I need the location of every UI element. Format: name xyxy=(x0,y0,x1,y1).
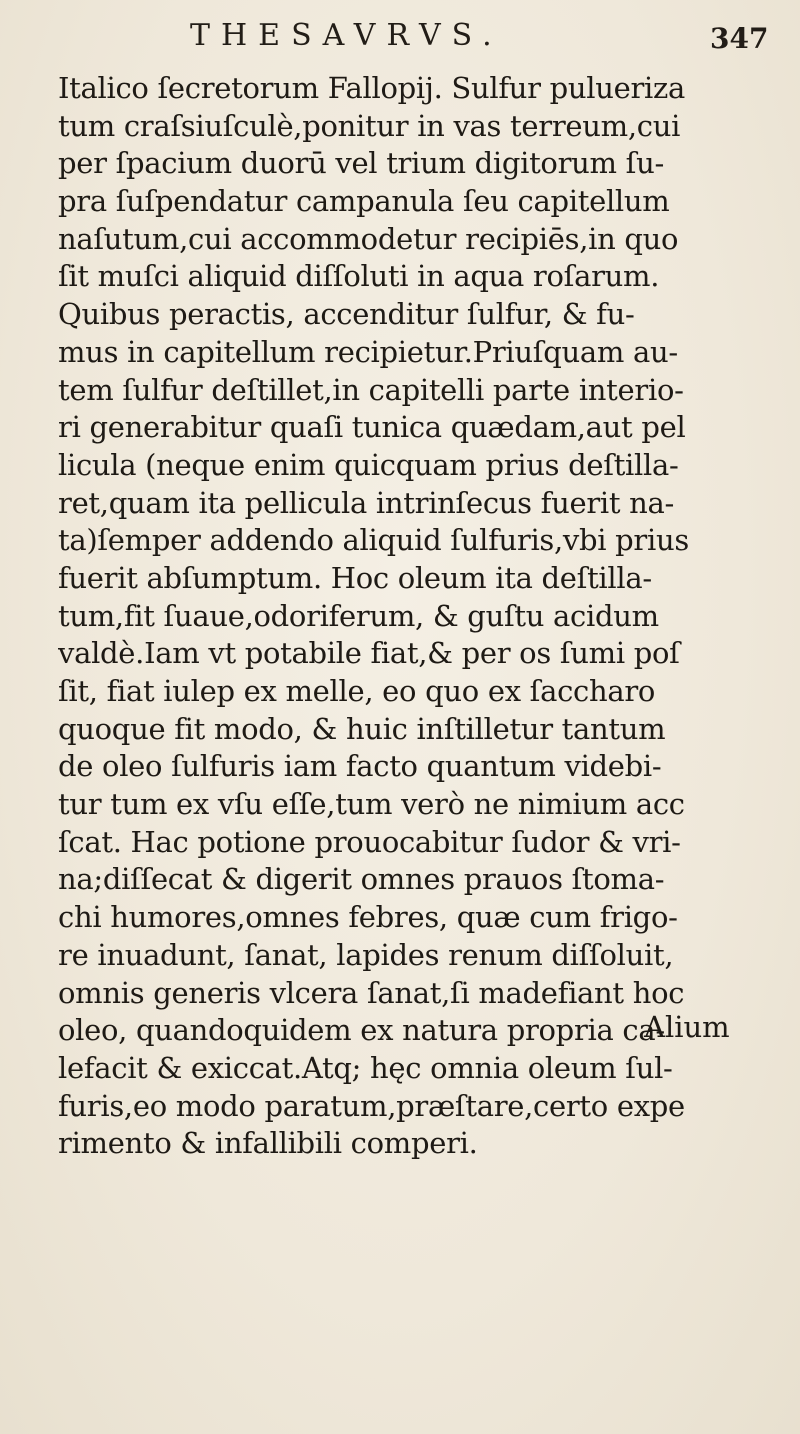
text-line: naſutum,cui accommodetur recipiēs,in quo xyxy=(58,221,679,256)
text-line: oleo, quandoquidem ex natura propria ca- xyxy=(58,1013,665,1048)
text-line: chi humores,omnes febres, quæ cum frigo- xyxy=(58,900,678,935)
page-number: 347 xyxy=(710,22,769,55)
text-line: ta)ſemper addendo aliquid ſulfuris,vbi prius xyxy=(58,523,689,558)
text-line: na;diſſecat & digerit omnes prauos ſtoma- xyxy=(58,862,665,897)
text-line: furis,eo modo paratum,præſtare,certo expe xyxy=(58,1088,685,1123)
catchword: Alium xyxy=(644,1010,730,1044)
text-line: pra ſuſpendatur campanula ſeu capitellum xyxy=(58,184,670,219)
text-line: Quibus peractis, accenditur ſulfur, & fu- xyxy=(58,297,635,332)
running-head xyxy=(0,14,800,54)
text-line: quoque fit modo, & huic inſtilletur tantum xyxy=(58,711,666,746)
text-line: Italico ſecretorum Fallopij. Sulfur pulueriza xyxy=(58,71,685,105)
text-line: fuerit abſumptum. Hoc oleum ita deſtilla- xyxy=(58,560,652,595)
text-line: licula (neque enim quicquam prius deſtilla- xyxy=(58,447,679,482)
text-line: ſit, fiat iulep ex melle, eo quo ex ſaccharo xyxy=(58,674,656,708)
text-line: tem ſulfur deſtillet,in capitelli parte interio- xyxy=(58,372,684,407)
text-line: ri generabitur quaſi tunica quædam,aut pel xyxy=(58,410,686,445)
text-line: valdè.Iam vt potabile fiat,& per os ſumi poſ xyxy=(58,636,680,671)
running-title: THESAVRVS. xyxy=(190,18,503,53)
text-line: tum,fit ſuaue,odoriferum, & guſtu acidum xyxy=(58,598,659,633)
text-line: mus in capitellum recipietur.Priuſquam au- xyxy=(58,334,678,369)
blank-page-area xyxy=(0,1070,800,1434)
text-line: tur tum ex vſu eſſe,tum verò ne nimium acc xyxy=(58,787,685,822)
text-line: de oleo ſulfuris iam facto quantum videbi- xyxy=(58,749,662,784)
text-block xyxy=(58,70,758,1163)
text-line: rimento & infallibili comperi. xyxy=(58,1126,478,1161)
text-line: per ſpacium duorū vel trium digitorum ſu- xyxy=(58,146,664,181)
text-line: ſit muſci aliquid diſſoluti in aqua roſarum. xyxy=(58,259,660,294)
text-line: re inuadunt, ſanat, lapides renum diſſoluit, xyxy=(58,937,674,972)
text-line: ſcat. Hac potione prouocabitur ſudor & vri- xyxy=(58,824,681,859)
text-line: ret,quam ita pellicula intrinſecus fuerit na- xyxy=(58,485,675,520)
text-line: lefacit & exiccat.Atq; hęc omnia oleum ſul- xyxy=(58,1050,673,1085)
text-line: tum craſsiuſculè,ponitur in vas terreum,cui xyxy=(58,108,681,143)
text-line: omnis generis vlcera ſanat,ſi madefiant hoc xyxy=(58,975,685,1010)
